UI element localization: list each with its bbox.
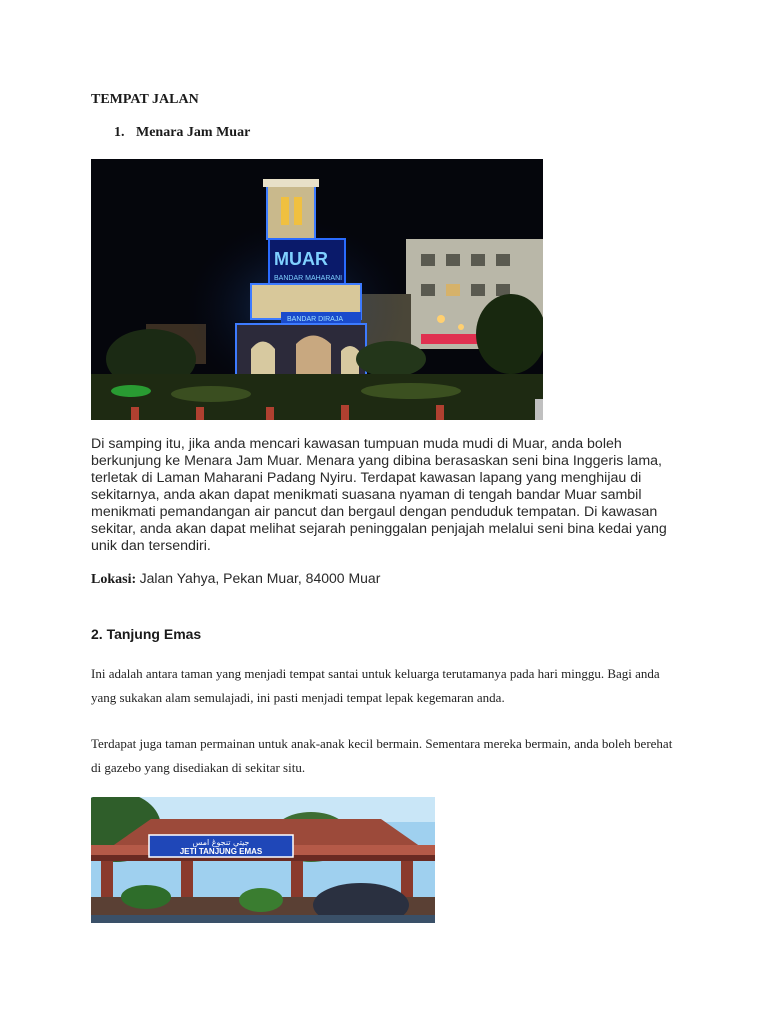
item1-heading [114, 125, 250, 141]
muar-sign-subtext: BANDAR MAHARANI [274, 275, 343, 282]
jeti-tanjung-emas-photo [91, 797, 435, 923]
jawi-sign-text: جيتي تنجوڠ امس [192, 838, 250, 847]
menara-jam-description: Di samping itu, jika anda mencari kawasan tumpuan muda mudi di Muar, anda boleh berkunjung ke Menara Jam Muar. Menara yang dibina berasaskan seni bina Inggeris lama, terletak di Laman Maharani Padang Nyiru. Terdapat kawasan lapang yang menghijau di sekitarnya, anda akan dapat menikmati suasana nyaman di tengah bandar Muar sambil menikmati pemandangan air pancut dan bergaul dengan penduduk tempatan. Di kawasan sekitar, anda akan dapat melihat sejarah peninggalan penjajah melalui seni bina kedai yang unik dan tersendiri. [91, 436, 667, 554]
location-line [91, 570, 380, 588]
location-label: Lokasi: [91, 572, 137, 587]
menara-jam-muar-photo [91, 159, 543, 420]
bandar-diraja-text: BANDAR DIRAJA [287, 316, 344, 323]
tanjung-emas-paragraph-1: Ini adalah antara taman yang menjadi tempat santai untuk keluarga terutamanya pada hari minggu. Bagi anda yang sukakan alam semulajadi, ini pasti menjadi tempat lepak kegemaran anda. [91, 666, 660, 705]
document-title: TEMPAT JALAN [91, 92, 199, 107]
item2-heading: 2. Tanjung Emas [91, 626, 202, 642]
location-value: Jalan Yahya, Pekan Muar, 84000 Muar [139, 570, 381, 586]
jeti-sign-text: JETI TANJUNG EMAS [179, 847, 263, 856]
item1-number: 1. [114, 125, 125, 140]
tanjung-emas-paragraph-2: Terdapat juga taman permainan untuk anak-anak kecil bermain. Sementara mereka bermain, anda boleh berehat di gazebo yang disediakan di sekitar situ. [91, 736, 673, 775]
muar-sign-text: MUAR [274, 249, 328, 269]
item1-title: Menara Jam Muar [136, 125, 251, 140]
